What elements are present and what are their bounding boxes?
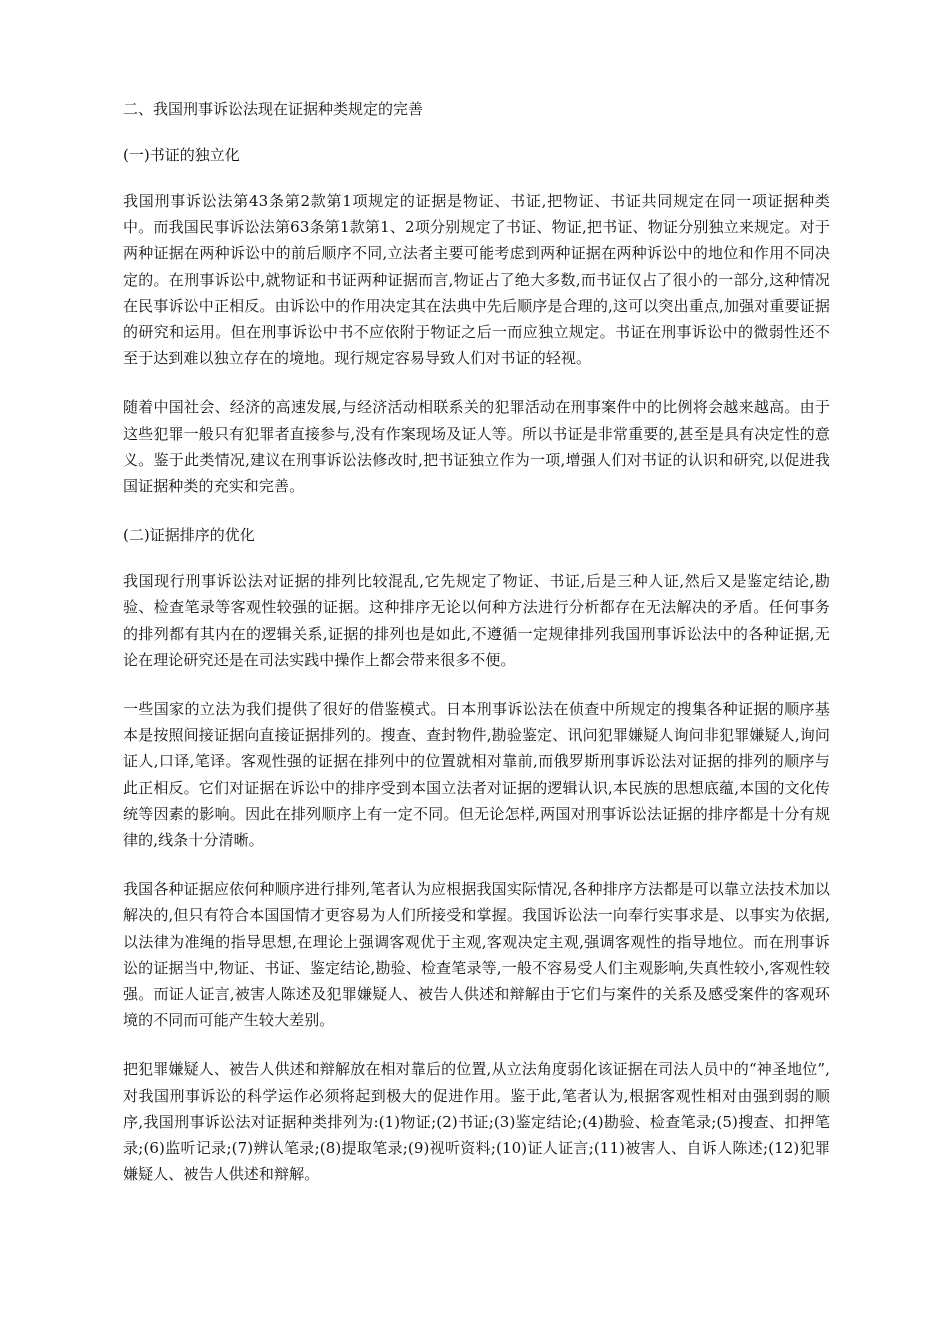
document-page [123, 96, 830, 1211]
paragraph-1: 我国刑事诉讼法第43条第2款第1项规定的证据是物证、书证,把物证、书证共同规定在同一项证据种类中。而我国民事诉讼法第63条第1款第1、2项分别规定了书证、物证,把书证、物证分别独立来规定。对于两种证据在两种诉讼中的前后顺序不同,立法者主要可能考虑到两种证据在两种诉讼中的地位和作用不同决定的。在刑事诉讼中,就物证和书证两种证据而言,物证占了绝大多数,而书证仅占了很小的一部分,这种情况在民事诉讼中正相反。由诉讼中的作用决定其在法典中先后顺序是合理的,这可以突出重点,加强对重要证据的研究和运用。但在刑事诉讼中书不应依附于物证之后一而应独立规定。书证在刑事诉讼中的微弱性还不至于达到难以独立存在的境地。现行规定容易导致人们对书证的轻视。 [123, 192, 830, 368]
subsection-title-2: (二)证据排序的优化 [123, 526, 255, 545]
paragraph-5: 我国各种证据应依何种顺序进行排列,笔者认为应根据我国实际情况,各种排序方法都是可以靠立法技术加以解决的,但只有符合本国国情才更容易为人们所接受和掌握。我国诉讼法一向奉行实事求是、以事实为依据,以法律为准绳的指导思想,在理论上强调客观优于主观,客观决定主观,强调客观性的指导地位。而在刑事诉讼的证据当中,物证、书证、鉴定结论,勘验、检查笔录等,一般不容易受人们主观影响,失真性较小,客观性较强。而证人证言,被害人陈述及犯罪嫌疑人、被告人供述和辩解由于它们与案件的关系及感受案件的客观环境的不同而可能产生较大差别。 [123, 880, 830, 1030]
section-title: 二、我国刑事诉讼法现在证据种类规定的完善 [123, 100, 424, 118]
paragraph-2: 随着中国社会、经济的高速发展,与经济活动相联系关的犯罪活动在刑事案件中的比例将会越来越高。由于这些犯罪一般只有犯罪者直接参与,没有作案现场及证人等。所以书证是非常重要的,甚至是具有决定性的意义。鉴于此类情况,建议在刑事诉讼法修改时,把书证独立作为一项,增强人们对书证的认识和研究,以促进我国证据种类的充实和完善。 [123, 398, 830, 496]
paragraph-6: 把犯罪嫌疑人、被告人供述和辩解放在相对靠后的位置,从立法角度弱化该证据在司法人员中的“神圣地位”,对我国刑事诉讼的科学运作必须将起到极大的促进作用。鉴于此,笔者认为,根据客观性相对由强到弱的顺序,我国刑事诉讼法对证据种类排列为:(1)物证;(2)书证;(3)鉴定结论;(4)勘验、检查笔录;(5)搜查、扣押笔录;(6)监听记录;(7)辨认笔录;(8)提取笔录;(9)视听资料;(10)证人证言;(11)被害人、自诉人陈述;(12)犯罪嫌疑人、被告人供述和辩解。 [123, 1060, 830, 1184]
paragraph-3: 我国现行刑事诉讼法对证据的排列比较混乱,它先规定了物证、书证,后是三种人证,然后又是鉴定结论,勘验、检查笔录等客观性较强的证据。这种排序无论以何种方法进行分析都存在无法解决的矛盾。任何事务的排列都有其内在的逻辑关系,证据的排列也是如此,不遵循一定规律排列我国刑事诉讼法中的各种证据,无论在理论研究还是在司法实践中操作上都会带来很多不便。 [123, 572, 830, 669]
paragraph-4: 一些国家的立法为我们提供了很好的借鉴模式。日本刑事诉讼法在侦查中所规定的搜集各种证据的顺序基本是按照间接证据向直接证据排列的。搜查、查封物件,勘验鉴定、讯问犯罪嫌疑人询问非犯罪嫌疑人,询问证人,口译,笔译。客观性强的证据在排列中的位置就相对靠前,而俄罗斯刑事诉讼法对证据的排列的顺序与此正相反。它们对证据在诉讼中的排序受到本国立法者对证据的逻辑认识,本民族的思想底蕴,本国的文化传统等因素的影响。因此在排列顺序上有一定不同。但无论怎样,两国对刑事诉讼法证据的排序都是十分有规律的,线条十分清晰。 [123, 700, 830, 850]
subsection-title-1: (一)书证的独立化 [123, 146, 240, 164]
